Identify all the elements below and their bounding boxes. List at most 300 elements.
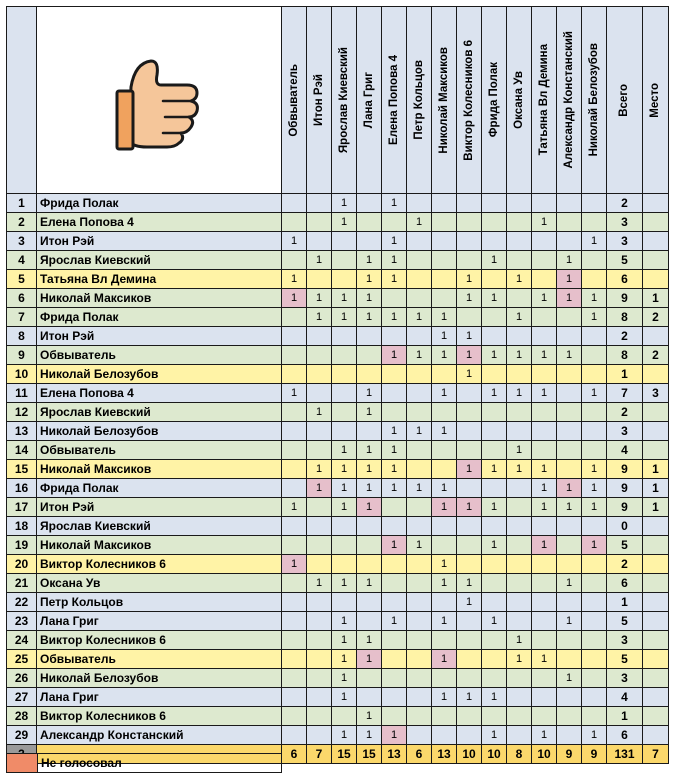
vote-cell xyxy=(557,384,582,403)
vote-cell: 1 xyxy=(482,460,507,479)
vote-cell: 1 xyxy=(557,479,582,498)
vote-cell: 1 xyxy=(432,384,457,403)
vote-cell xyxy=(557,194,582,213)
vote-cell: 1 xyxy=(332,669,357,688)
vote-cell: 1 xyxy=(432,574,457,593)
vote-cell: 1 xyxy=(407,308,432,327)
vote-cell xyxy=(307,327,332,346)
vote-cell xyxy=(382,688,407,707)
table-row xyxy=(7,612,669,631)
row-number: 2 xyxy=(7,213,37,232)
vote-cell xyxy=(382,555,407,574)
vote-cell xyxy=(382,327,407,346)
total-cell: 2 xyxy=(607,194,643,213)
vote-cell xyxy=(582,422,607,441)
vote-cell xyxy=(457,194,482,213)
vote-cell xyxy=(432,251,457,270)
vote-cell xyxy=(557,232,582,251)
vote-cell: 1 xyxy=(432,650,457,669)
vote-cell xyxy=(332,555,357,574)
vote-cell xyxy=(507,194,532,213)
vote-cell xyxy=(382,707,407,726)
vote-cell: 1 xyxy=(332,289,357,308)
vote-cell xyxy=(357,555,382,574)
table-row xyxy=(7,517,669,536)
vote-cell xyxy=(332,707,357,726)
vote-cell: 1 xyxy=(432,555,457,574)
participant-name: Обвыватель xyxy=(37,441,282,460)
vote-cell xyxy=(482,441,507,460)
vote-cell xyxy=(357,194,382,213)
vote-cell xyxy=(432,232,457,251)
column-total: 6 xyxy=(282,745,307,764)
vote-cell xyxy=(307,593,332,612)
column-header xyxy=(557,7,582,194)
vote-cell xyxy=(507,213,532,232)
participant-name: Виктор Колесников 6 xyxy=(37,707,282,726)
place-cell xyxy=(643,213,669,232)
table-row xyxy=(7,441,669,460)
column-total: 9 xyxy=(582,745,607,764)
place-cell xyxy=(643,194,669,213)
row-number: 12 xyxy=(7,403,37,422)
header-row xyxy=(7,7,669,194)
table-row xyxy=(7,251,669,270)
vote-cell: 1 xyxy=(532,384,557,403)
vote-cell: 1 xyxy=(582,308,607,327)
total-cell: 7 xyxy=(607,384,643,403)
vote-cell: 1 xyxy=(382,479,407,498)
vote-cell xyxy=(457,612,482,631)
table-row xyxy=(7,498,669,517)
legend-label: Не голосовал xyxy=(38,754,282,773)
vote-cell: 1 xyxy=(432,327,457,346)
vote-cell: 1 xyxy=(382,194,407,213)
place-cell xyxy=(643,555,669,574)
participant-name: Ярослав Киевский xyxy=(37,403,282,422)
row-number: 3 xyxy=(7,232,37,251)
total-cell: 3 xyxy=(607,232,643,251)
table-row xyxy=(7,327,669,346)
place-cell: 1 xyxy=(643,460,669,479)
vote-cell xyxy=(557,593,582,612)
vote-cell xyxy=(307,441,332,460)
vote-cell xyxy=(457,213,482,232)
participant-name: Виктор Колесников 6 xyxy=(37,631,282,650)
place-cell xyxy=(643,327,669,346)
participant-name: Обвыватель xyxy=(37,346,282,365)
vote-cell: 1 xyxy=(307,460,332,479)
table-row xyxy=(7,593,669,612)
column-header xyxy=(457,7,482,194)
vote-cell xyxy=(282,536,307,555)
vote-cell xyxy=(482,403,507,422)
vote-cell xyxy=(532,631,557,650)
participant-name: Николай Белозубов xyxy=(37,365,282,384)
column-header-label: Петр Кольцов xyxy=(412,60,425,140)
participant-name: Фрида Полак xyxy=(37,308,282,327)
vote-cell xyxy=(582,612,607,631)
vote-cell xyxy=(482,327,507,346)
vote-cell: 1 xyxy=(357,251,382,270)
vote-cell: 1 xyxy=(532,346,557,365)
vote-cell xyxy=(507,669,532,688)
vote-cell xyxy=(357,422,382,441)
column-header xyxy=(482,7,507,194)
table-row xyxy=(7,650,669,669)
participant-name: Елена Попова 4 xyxy=(37,213,282,232)
vote-cell xyxy=(332,422,357,441)
vote-cell: 1 xyxy=(457,498,482,517)
place-cell xyxy=(643,403,669,422)
vote-cell xyxy=(557,650,582,669)
vote-cell xyxy=(457,479,482,498)
vote-cell xyxy=(282,669,307,688)
vote-cell: 1 xyxy=(582,460,607,479)
table-row xyxy=(7,346,669,365)
vote-cell xyxy=(407,441,432,460)
table-row xyxy=(7,726,669,745)
vote-cell: 1 xyxy=(332,612,357,631)
place-cell xyxy=(643,688,669,707)
participant-name: Елена Попова 4 xyxy=(37,384,282,403)
vote-cell xyxy=(357,346,382,365)
vote-cell xyxy=(307,631,332,650)
row-number: 1 xyxy=(7,194,37,213)
vote-cell xyxy=(282,403,307,422)
vote-cell xyxy=(332,346,357,365)
vote-cell xyxy=(407,384,432,403)
table-row xyxy=(7,460,669,479)
row-number: 18 xyxy=(7,517,37,536)
vote-cell: 1 xyxy=(557,669,582,688)
total-cell: 5 xyxy=(607,536,643,555)
vote-cell: 1 xyxy=(282,384,307,403)
vote-cell xyxy=(307,498,332,517)
vote-cell xyxy=(507,612,532,631)
table-row xyxy=(7,631,669,650)
vote-cell: 1 xyxy=(532,460,557,479)
vote-cell xyxy=(482,308,507,327)
table-row xyxy=(7,688,669,707)
column-header-label: Ярослав Киевский xyxy=(337,46,350,154)
row-number: 25 xyxy=(7,650,37,669)
vote-cell xyxy=(457,517,482,536)
vote-cell: 1 xyxy=(307,289,332,308)
vote-cell: 1 xyxy=(482,726,507,745)
participant-name: Ярослав Киевский xyxy=(37,251,282,270)
vote-cell xyxy=(282,346,307,365)
column-header xyxy=(507,7,532,194)
vote-cell: 1 xyxy=(582,384,607,403)
vote-cell xyxy=(332,384,357,403)
vote-cell xyxy=(582,327,607,346)
column-header xyxy=(607,7,643,194)
vote-cell xyxy=(432,365,457,384)
vote-cell xyxy=(357,688,382,707)
table-row xyxy=(7,555,669,574)
vote-cell xyxy=(582,441,607,460)
vote-cell: 1 xyxy=(432,422,457,441)
vote-cell xyxy=(382,498,407,517)
vote-cell xyxy=(307,517,332,536)
table-row xyxy=(7,422,669,441)
vote-cell: 1 xyxy=(357,707,382,726)
voting-table xyxy=(6,6,669,764)
vote-cell: 1 xyxy=(407,479,432,498)
row-number: 28 xyxy=(7,707,37,726)
vote-cell xyxy=(557,422,582,441)
vote-cell: 1 xyxy=(382,270,407,289)
vote-cell xyxy=(532,441,557,460)
vote-cell: 1 xyxy=(582,289,607,308)
vote-cell: 1 xyxy=(357,498,382,517)
vote-cell xyxy=(557,365,582,384)
vote-cell: 1 xyxy=(382,346,407,365)
vote-cell xyxy=(357,517,382,536)
vote-cell: 1 xyxy=(332,726,357,745)
vote-cell xyxy=(282,517,307,536)
vote-cell xyxy=(307,536,332,555)
vote-cell xyxy=(557,555,582,574)
vote-cell xyxy=(332,251,357,270)
vote-cell: 1 xyxy=(482,612,507,631)
vote-cell xyxy=(482,213,507,232)
place-cell xyxy=(643,574,669,593)
table-row xyxy=(7,403,669,422)
total-cell: 6 xyxy=(607,726,643,745)
vote-cell xyxy=(507,479,532,498)
vote-cell xyxy=(332,270,357,289)
vote-cell xyxy=(532,327,557,346)
vote-cell xyxy=(582,365,607,384)
total-cell: 9 xyxy=(607,460,643,479)
total-cell: 3 xyxy=(607,669,643,688)
vote-cell: 1 xyxy=(582,498,607,517)
vote-cell xyxy=(307,688,332,707)
row-number: 16 xyxy=(7,479,37,498)
table-row xyxy=(7,707,669,726)
vote-cell: 1 xyxy=(482,384,507,403)
vote-cell: 1 xyxy=(382,536,407,555)
vote-cell xyxy=(282,650,307,669)
vote-cell xyxy=(557,460,582,479)
vote-cell xyxy=(582,403,607,422)
column-header-label: Всего xyxy=(618,83,630,117)
column-header-label: Татьяна Вл Демина xyxy=(537,44,550,156)
vote-cell xyxy=(482,422,507,441)
place-cell: 1 xyxy=(643,479,669,498)
vote-cell xyxy=(532,517,557,536)
vote-cell: 1 xyxy=(482,498,507,517)
place-cell xyxy=(643,441,669,460)
place-cell xyxy=(643,593,669,612)
vote-cell xyxy=(582,555,607,574)
vote-cell: 1 xyxy=(307,574,332,593)
vote-cell xyxy=(307,612,332,631)
participant-name: Обвыватель xyxy=(37,650,282,669)
vote-cell xyxy=(282,726,307,745)
place-cell xyxy=(643,612,669,631)
vote-cell: 1 xyxy=(282,555,307,574)
vote-cell xyxy=(307,213,332,232)
vote-cell xyxy=(432,289,457,308)
vote-cell xyxy=(457,707,482,726)
vote-cell: 1 xyxy=(482,688,507,707)
place-cell xyxy=(643,270,669,289)
vote-cell xyxy=(282,574,307,593)
total-cell: 2 xyxy=(607,327,643,346)
vote-cell xyxy=(407,194,432,213)
vote-cell xyxy=(282,460,307,479)
vote-cell xyxy=(357,327,382,346)
vote-cell xyxy=(582,574,607,593)
vote-cell: 1 xyxy=(282,270,307,289)
vote-cell xyxy=(432,593,457,612)
vote-cell: 1 xyxy=(357,479,382,498)
vote-cell xyxy=(282,479,307,498)
vote-cell xyxy=(457,726,482,745)
vote-cell xyxy=(482,479,507,498)
vote-cell xyxy=(507,574,532,593)
vote-cell xyxy=(482,365,507,384)
place-cell: 2 xyxy=(643,308,669,327)
participant-name: Николай Максиков xyxy=(37,460,282,479)
row-number: 20 xyxy=(7,555,37,574)
total-cell: 2 xyxy=(607,555,643,574)
vote-cell xyxy=(307,270,332,289)
vote-cell xyxy=(382,213,407,232)
vote-cell: 1 xyxy=(282,289,307,308)
participant-name: Николай Максиков xyxy=(37,536,282,555)
vote-cell: 1 xyxy=(282,232,307,251)
vote-cell: 1 xyxy=(407,346,432,365)
vote-cell xyxy=(432,213,457,232)
vote-cell xyxy=(307,346,332,365)
column-total: 13 xyxy=(382,745,407,764)
vote-cell: 1 xyxy=(457,365,482,384)
header-blank xyxy=(7,7,37,194)
vote-cell: 1 xyxy=(507,650,532,669)
column-header-label: Фрида Полак xyxy=(487,62,500,138)
vote-cell xyxy=(407,650,432,669)
column-header-label: Виктор Колесников 6 xyxy=(462,39,475,161)
row-number: 27 xyxy=(7,688,37,707)
row-number: 17 xyxy=(7,498,37,517)
vote-cell xyxy=(407,517,432,536)
vote-cell xyxy=(457,232,482,251)
vote-cell xyxy=(482,194,507,213)
table-row xyxy=(7,574,669,593)
vote-cell xyxy=(557,403,582,422)
vote-cell: 1 xyxy=(457,460,482,479)
vote-cell xyxy=(582,631,607,650)
vote-cell xyxy=(407,251,432,270)
column-total: 10 xyxy=(532,745,557,764)
vote-cell: 1 xyxy=(507,460,532,479)
vote-cell xyxy=(507,251,532,270)
vote-cell: 1 xyxy=(382,460,407,479)
column-total: 7 xyxy=(643,745,669,764)
place-cell xyxy=(643,517,669,536)
vote-cell: 1 xyxy=(532,479,557,498)
participant-name: Татьяна Вл Демина xyxy=(37,270,282,289)
total-cell: 8 xyxy=(607,346,643,365)
vote-cell xyxy=(582,669,607,688)
vote-cell: 1 xyxy=(532,726,557,745)
vote-cell xyxy=(307,726,332,745)
vote-cell: 1 xyxy=(357,574,382,593)
vote-cell: 1 xyxy=(332,650,357,669)
participant-name: Ярослав Киевский xyxy=(37,517,282,536)
vote-cell xyxy=(357,612,382,631)
vote-cell xyxy=(407,574,432,593)
vote-cell: 1 xyxy=(407,536,432,555)
vote-cell xyxy=(407,365,432,384)
vote-cell: 1 xyxy=(557,498,582,517)
vote-cell xyxy=(357,232,382,251)
vote-cell xyxy=(432,517,457,536)
row-number: 9 xyxy=(7,346,37,365)
vote-cell xyxy=(457,536,482,555)
vote-cell xyxy=(557,327,582,346)
column-header xyxy=(307,7,332,194)
vote-cell xyxy=(557,707,582,726)
column-total: 10 xyxy=(482,745,507,764)
vote-cell xyxy=(307,384,332,403)
column-header xyxy=(382,7,407,194)
column-total: 9 xyxy=(557,745,582,764)
vote-cell xyxy=(382,593,407,612)
total-cell: 5 xyxy=(607,612,643,631)
vote-cell xyxy=(557,631,582,650)
vote-cell xyxy=(582,650,607,669)
vote-cell: 1 xyxy=(382,726,407,745)
vote-cell xyxy=(507,555,532,574)
vote-cell xyxy=(282,308,307,327)
vote-cell xyxy=(382,574,407,593)
vote-cell xyxy=(482,517,507,536)
vote-cell xyxy=(432,194,457,213)
vote-cell xyxy=(507,726,532,745)
column-header xyxy=(332,7,357,194)
legend xyxy=(6,753,282,773)
table-row xyxy=(7,194,669,213)
vote-cell: 1 xyxy=(532,650,557,669)
vote-cell xyxy=(432,669,457,688)
vote-cell xyxy=(357,213,382,232)
table-row xyxy=(7,308,669,327)
vote-cell xyxy=(482,669,507,688)
vote-cell xyxy=(457,384,482,403)
row-number: 26 xyxy=(7,669,37,688)
vote-cell: 1 xyxy=(432,479,457,498)
column-total: 8 xyxy=(507,745,532,764)
vote-cell: 1 xyxy=(332,498,357,517)
vote-cell: 1 xyxy=(532,536,557,555)
vote-cell xyxy=(532,365,557,384)
vote-cell: 1 xyxy=(432,498,457,517)
place-cell: 2 xyxy=(643,346,669,365)
vote-cell xyxy=(407,555,432,574)
vote-cell xyxy=(407,593,432,612)
vote-cell xyxy=(407,403,432,422)
total-cell: 8 xyxy=(607,308,643,327)
vote-cell: 1 xyxy=(507,308,532,327)
vote-cell xyxy=(382,631,407,650)
column-header-label: Оксана Ув xyxy=(512,71,525,129)
vote-cell: 1 xyxy=(557,251,582,270)
